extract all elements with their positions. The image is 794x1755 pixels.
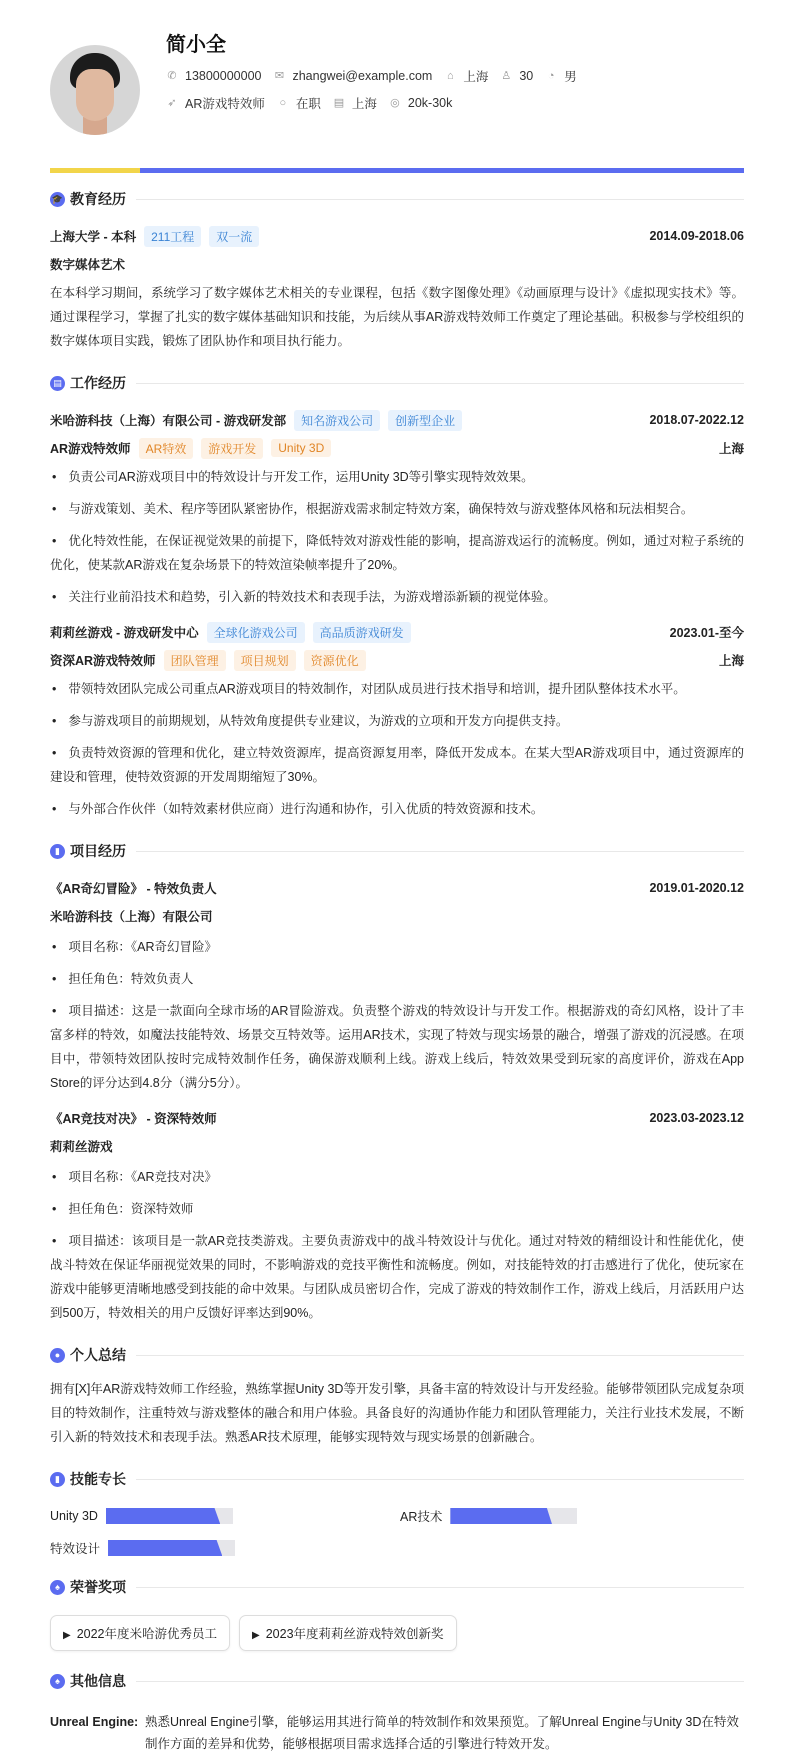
list-item: • 项目名称：《AR奇幻冒险》 <box>50 935 744 959</box>
tag: 知名游戏公司 <box>294 410 380 431</box>
caret-right-icon: ▶ <box>252 1630 260 1641</box>
education-section-icon: 🎓 <box>50 192 65 207</box>
section-divider <box>136 1587 744 1588</box>
tag: 高品质游戏研发 <box>313 622 411 643</box>
project-name: 《AR竞技对决》 - 资深特效师 <box>50 1112 217 1126</box>
tag: AR特效 <box>139 438 194 459</box>
section-title: 荣誉奖项 <box>70 1579 126 1595</box>
position: AR游戏特效师 <box>185 96 265 111</box>
list-item: • 项目描述：该项目是一款AR竞技类游戏。主要负责游戏中的战斗特效设计与优化。通过对特效的精细设计和性能优化，使战斗特效在保证华丽视觉效果的同时，不影响游戏的竞技平衡性和流畅度。例如，对技能特效的打击感进行了优化，使玩家在游戏中能够更清晰地感受到技能的命中效果。与团队成员密切合作，完成了游戏的特效制作工作，游戏上线后，月活跃用户达到500万，特效相关的用户反馈好评率达到90%。 <box>50 1229 744 1325</box>
school-name: 上海大学 - 本科 <box>50 230 137 244</box>
role: 资深AR游戏特效师 <box>50 654 156 668</box>
award-item[interactable] <box>50 1615 230 1651</box>
other-key: Unreal Engine: <box>50 1715 139 1729</box>
list-item: • 参与游戏项目的前期规划，从特效角度提供专业建议，为游戏的立项和开发方向提供支持。 <box>50 709 744 733</box>
date: 2023.01-至今 <box>669 626 744 640</box>
section-work <box>50 371 744 395</box>
skill-name: AR技术 <box>400 1510 443 1524</box>
list-item: • 与游戏策划、美术、程序等团队紧密协作，根据游戏需求制定特效方案，确保特效与游戏整体风格和玩法相契合。 <box>50 497 744 521</box>
list-item: • 与外部合作伙伴（如特效素材供应商）进行沟通和协作，引入优质的特效资源和技术。 <box>50 797 744 821</box>
work-city: 上海 <box>718 442 744 456</box>
tag: 全球化游戏公司 <box>207 622 305 643</box>
location: 上海 <box>463 69 489 84</box>
company-name: 米哈游科技（上海）有限公司 - 游戏研发部 <box>50 414 287 428</box>
list-item: • 担任角色：资深特效师 <box>50 1197 744 1221</box>
summary-section-icon: ● <box>50 1348 65 1363</box>
section-title: 其他信息 <box>70 1673 126 1689</box>
section-awards <box>50 1575 744 1599</box>
date: 2018.07-2022.12 <box>649 413 744 427</box>
email: zhangwei@example.com <box>292 68 433 83</box>
age-icon: ♙ <box>501 69 512 82</box>
tag: 团队管理 <box>164 650 226 671</box>
list-item: • 带领特效团队完成公司重点AR游戏项目的特效制作，对团队成员进行技术指导和培训，提升团队整体技术水平。 <box>50 677 744 701</box>
bullet-list <box>50 935 744 1095</box>
tag: Unity 3D <box>271 439 331 457</box>
gender-icon: ◔ <box>547 69 555 82</box>
work-section-icon: ▤ <box>50 376 65 391</box>
skill-item <box>50 1539 400 1557</box>
company-info <box>50 410 462 431</box>
section-title: 个人总结 <box>70 1347 126 1363</box>
other-section-icon: ♠ <box>50 1674 65 1689</box>
major: 数字媒体艺术 <box>50 258 126 272</box>
awards-list <box>50 1615 744 1651</box>
section-divider <box>136 1479 744 1480</box>
summary-text: 拥有[X]年AR游戏特效师工作经验，熟练掌握Unity 3D等开发引擎，具备丰富的特效设计与开发经验。能够带领团队完成复杂项目的特效制作，注重特效与游戏整体的融合和用户体验。具备良好的沟通协作能力和团队管理能力，关注行业技术发展，不断引入新的特效技术和表现手法。熟悉AR技术原理，能够实现特效与现实场景的创新融合。 <box>50 1382 744 1444</box>
salary: 20k-30k <box>407 95 453 110</box>
skill-bar-fill <box>106 1508 220 1524</box>
tag: 项目规划 <box>234 650 296 671</box>
list-item: • 项目名称：《AR竞技对决》 <box>50 1165 744 1189</box>
project-row <box>50 1103 744 1133</box>
skill-name: Unity 3D <box>50 1509 98 1523</box>
projects-section-icon: ▮ <box>50 844 65 859</box>
section-education <box>50 187 744 211</box>
section-divider <box>136 199 744 200</box>
skills-grid <box>50 1507 744 1557</box>
description: 在本科学习期间，系统学习了数字媒体艺术相关的专业课程，包括《数字图像处理》《动画原理与设计》《虚拟现实技术》等。通过课程学习，掌握了扎实的数字媒体基础知识和技能，为后续从事AR游戏特效师工作奠定了理论基础。积极参与学校组织的数字媒体项目实践，锻炼了团队协作和项目执行能力。 <box>50 286 744 348</box>
section-title: 项目经历 <box>70 843 126 859</box>
caret-right-icon: ▶ <box>63 1630 71 1641</box>
skill-bar <box>106 1508 233 1524</box>
status-icon: ○ <box>279 96 287 109</box>
building-icon: ▤ <box>333 96 345 109</box>
date: 2014.09-2018.06 <box>649 229 744 243</box>
skill-bar <box>450 1508 577 1524</box>
education-row <box>50 221 744 251</box>
home-icon: ⌂ <box>447 69 454 82</box>
tag: 211工程 <box>144 226 201 247</box>
role-info <box>50 438 331 459</box>
gender: 男 <box>564 69 577 84</box>
tag: 游戏开发 <box>201 438 263 459</box>
work-city: 上海 <box>718 654 744 668</box>
tag: 资源优化 <box>304 650 366 671</box>
profile-header <box>50 26 744 144</box>
award-item[interactable] <box>239 1615 457 1651</box>
bullet-list <box>50 465 744 609</box>
skill-bar-fill <box>450 1508 552 1524</box>
tag: 双一流 <box>209 226 259 247</box>
award-name: 2022年度米哈游优秀员工 <box>76 1627 218 1641</box>
school-info <box>50 226 259 247</box>
company-row <box>50 617 744 647</box>
role-row <box>50 647 744 673</box>
section-summary <box>50 1343 744 1367</box>
skill-name: 特效设计 <box>50 1542 101 1556</box>
header-divider <box>50 168 744 173</box>
phone: 13800000000 <box>185 68 262 83</box>
list-item: • 项目描述：这是一款面向全球市场的AR冒险游戏。负责整个游戏的特效设计与开发工作。根据游戏的奇幻风格，设计了丰富多样的特效，如魔法技能特效、场景交互特效等。运用AR技术，实现了特效与现实场景的融合，增强了游戏的沉浸感。在项目中，带领特效团队按时完成特效制作任务，确保游戏顺利上线。游戏上线后，特效效果受到玩家的高度评价，游戏在App Store的评分达到4.8分（满分5分）。 <box>50 999 744 1095</box>
section-title: 教育经历 <box>70 191 126 207</box>
section-divider <box>136 1681 744 1682</box>
bullet-list <box>50 677 744 821</box>
role: AR游戏特效师 <box>50 442 131 456</box>
section-divider <box>136 851 744 852</box>
skill-bar <box>108 1540 235 1556</box>
section-divider <box>136 383 744 384</box>
other-value: 熟悉Unreal Engine引擎，能够运用其进行简单的特效制作和效果预览。了解Unreal Engine与Unity 3D在特效制作方面的差异和优势，能够根据项目需求选择合适的引擎进行特效开发。 <box>145 1715 739 1751</box>
project-company: 莉莉丝游戏 <box>50 1140 113 1154</box>
list-item: • 担任角色：特效负责人 <box>50 967 744 991</box>
salary-icon: ◎ <box>390 96 400 109</box>
project-name: 《AR奇幻冒险》 - 特效负责人 <box>50 882 217 896</box>
city: 上海 <box>351 96 377 111</box>
award-name: 2023年度莉莉丝游戏特效创新奖 <box>265 1627 444 1641</box>
send-icon: ➶ <box>167 96 177 109</box>
section-title: 技能专长 <box>70 1471 126 1487</box>
list-item: • 优化特效性能，在保证视觉效果的前提下，降低特效对游戏性能的影响，提高游戏运行的流畅度。例如，通过对粒子系统的优化，使某款AR游戏在复杂场景下的特效渲染帧率提升了20%。 <box>50 529 744 577</box>
phone-icon: ✆ <box>167 69 177 82</box>
job-status: 在职 <box>295 96 321 111</box>
awards-section-icon: ♠ <box>50 1580 65 1595</box>
company-row <box>50 405 744 435</box>
list-item: • 负责公司AR游戏项目中的特效设计与开发工作，运用Unity 3D等引擎实现特效效果。 <box>50 465 744 489</box>
mail-icon: ✉ <box>274 69 285 82</box>
section-skills <box>50 1467 744 1491</box>
skill-bar-fill <box>108 1540 222 1556</box>
date: 2023.03-2023.12 <box>649 1111 744 1125</box>
bullet-list <box>50 1165 744 1325</box>
other-info-row <box>50 1711 744 1755</box>
skills-section-icon: ▮ <box>50 1472 65 1487</box>
skill-item <box>400 1507 750 1525</box>
section-title: 工作经历 <box>70 375 126 391</box>
list-item: • 关注行业前沿技术和趋势，引入新的特效技术和表现手法，为游戏增添新颖的视觉体验。 <box>50 585 744 609</box>
avatar <box>50 45 140 135</box>
list-item: • 负责特效资源的管理和优化，建立特效资源库，提高资源复用率，降低开发成本。在某大型AR游戏项目中，通过资源库的建设和管理，使特效资源的开发周期缩短了30%。 <box>50 741 744 789</box>
skill-item <box>50 1507 400 1525</box>
company-info <box>50 622 411 643</box>
role-row <box>50 435 744 461</box>
section-projects <box>50 839 744 863</box>
profile-name: 简小全 <box>166 34 226 56</box>
project-company: 米哈游科技（上海）有限公司 <box>50 910 213 924</box>
date: 2019.01-2020.12 <box>649 881 744 895</box>
role-info <box>50 650 366 671</box>
project-row <box>50 873 744 903</box>
tag: 创新型企业 <box>388 410 462 431</box>
section-divider <box>136 1355 744 1356</box>
company-name: 莉莉丝游戏 - 游戏研发中心 <box>50 626 199 640</box>
age: 30 <box>519 68 534 83</box>
section-other <box>50 1669 744 1693</box>
